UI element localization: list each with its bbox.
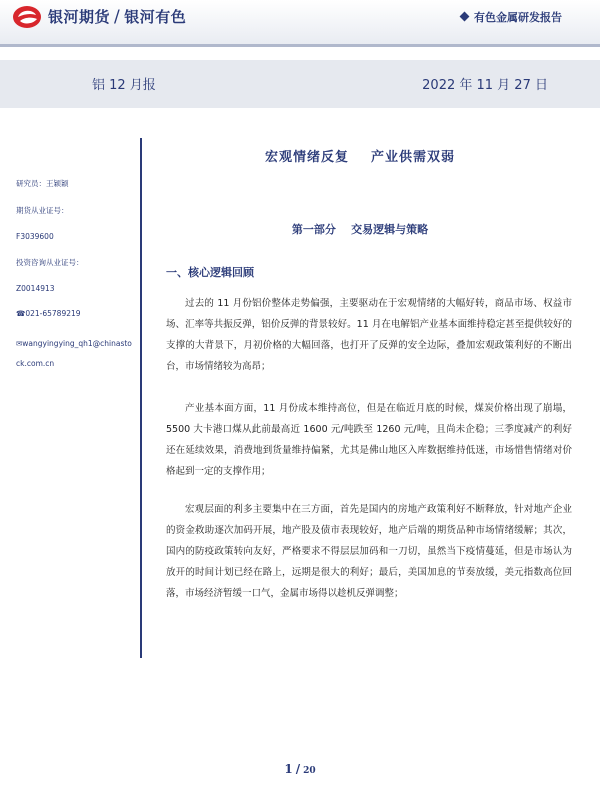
- brand-name: [48, 6, 186, 27]
- invest-cert-number: Z0014913: [16, 284, 55, 293]
- sidebar-divider: [140, 138, 142, 658]
- report-title: 宏观情绪反复 产业供需双弱: [264, 150, 456, 165]
- paragraph: 过去的 11 月份铝价整体走势偏强，主要驱动在于宏观情绪的大幅好转，商品市场、权益市场、汇率等共振反弹，铝价反弹的背景较好。11 月在电解铝产业基本面维持稳定甚至提供较好的支撑的大背景下，月初价格的大幅回落，也打开了反弹的安全边际，叠加宏观政策利好的不断出台，市场情绪较为高昂；: [166, 298, 572, 372]
- report-date: 2022 年 11 月 27 日: [422, 78, 548, 93]
- invest-cert-label: 投资咨询从业证号：: [16, 258, 84, 267]
- author-sidebar: [16, 178, 134, 390]
- futures-cert-label: 期货从业证号：: [16, 206, 69, 215]
- futures-cert-number: F3039600: [16, 232, 54, 241]
- page-separator: /: [295, 762, 301, 776]
- page-current: 1: [284, 762, 293, 776]
- brand-slash: /: [114, 7, 121, 27]
- paragraph-block: [166, 293, 572, 377]
- researcher-name: 研究员：王颖颖: [16, 179, 69, 188]
- paragraph: 宏观层面的利多主要集中在三方面，首先是国内的房地产政策利好不断释放，针对地产企业的资金救助逐次加码开展，地产股及债市表现较好，地产后端的期货品种市场情绪缓解；其次，国内的防疫政策转向友好，严格要求不得层层加码和一刀切，虽然当下疫情蔓延，但是市场认为放开的时间计划已经在路上，远期是很大的利好；最后，美国加息的节奏放缓，美元指数高位回落，市场经济暂缓一口气，金属市场得以趁机反弹调整；: [166, 504, 572, 599]
- email-address: ✉wangyingying_qh1@chinastock.com.cn: [16, 339, 132, 368]
- report-period: 铝 12 月报: [92, 78, 156, 93]
- page-total: 20: [303, 766, 316, 776]
- paragraph-block: [166, 499, 572, 604]
- section-title: 一、核心逻辑回顾: [166, 266, 254, 279]
- galaxy-logo-icon: [12, 4, 42, 30]
- header-divider: [0, 44, 600, 47]
- page-number: [0, 758, 600, 777]
- report-kind: 有色金属研发报告: [474, 11, 562, 24]
- title-band: [0, 60, 600, 108]
- part-title: 第一部分 交易逻辑与策略: [291, 223, 429, 236]
- paragraph: 产业基本面方面，11 月份成本维持高位，但是在临近月底的时候，煤炭价格出现了崩塌，5500 大卡港口煤从此前最高近 1600 元/吨跌至 1260 元/吨，且尚未企稳；三季度减产的利好还在延续效果，消费地到货量维持偏紧，尤其是佛山地区入库数据维持低迷，市场惜售情绪对价格起到一定的支撑作用；: [166, 403, 572, 477]
- brand-sub: 银河有色: [124, 8, 187, 26]
- brand-main: 银河期货: [48, 8, 111, 26]
- phone-number: ☎021-65789219: [16, 309, 81, 318]
- paragraph-block: [166, 398, 572, 482]
